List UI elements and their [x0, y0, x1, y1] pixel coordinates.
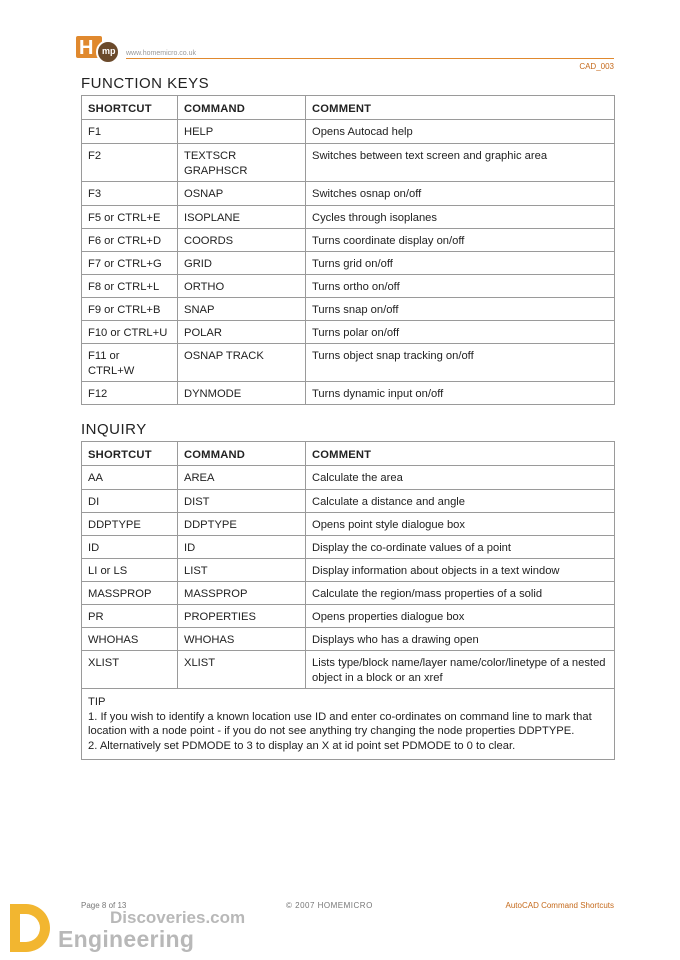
cell-shortcut: F10 or CTRL+U	[82, 321, 178, 344]
footer-copyright: © 2007 HOMEMICRO	[286, 901, 373, 910]
cell-shortcut: F1	[82, 120, 178, 144]
table-row	[82, 206, 615, 229]
cell-command: OSNAP TRACK	[178, 344, 306, 382]
table-row	[82, 144, 615, 182]
table-row	[82, 582, 615, 605]
cell-comment: Turns polar on/off	[306, 321, 615, 344]
column-header-shortcut: SHORTCUT	[82, 442, 178, 466]
header-rule	[126, 58, 614, 59]
footer-doc-title: AutoCAD Command Shortcuts	[505, 901, 614, 910]
table-row	[82, 651, 615, 689]
cell-command: TEXTSCR GRAPHSCR	[178, 144, 306, 182]
cell-comment: Turns snap on/off	[306, 298, 615, 321]
footer-page-number: Page 8 of 13	[81, 901, 127, 910]
table-row	[82, 536, 615, 559]
function-keys-table	[81, 95, 615, 405]
cell-command: ISOPLANE	[178, 206, 306, 229]
cell-comment: Displays who has a drawing open	[306, 628, 615, 651]
column-header-command: COMMAND	[178, 442, 306, 466]
homemicro-logo	[76, 34, 120, 60]
cell-shortcut: F9 or CTRL+B	[82, 298, 178, 321]
cell-comment: Turns dynamic input on/off	[306, 382, 615, 405]
cell-command: PROPERTIES	[178, 605, 306, 628]
cell-command: DIST	[178, 490, 306, 513]
cell-shortcut: F7 or CTRL+G	[82, 252, 178, 275]
tip-line-2: 2. Alternatively set PDMODE to 3 to display an X at id point set PDMODE to 0 to clear.	[88, 739, 516, 752]
cell-shortcut: MASSPROP	[82, 582, 178, 605]
cell-comment: Opens Autocad help	[306, 120, 615, 144]
table-row	[82, 275, 615, 298]
table-header-row	[82, 442, 615, 466]
cell-command: SNAP	[178, 298, 306, 321]
table-row	[82, 605, 615, 628]
cell-comment: Opens point style dialogue box	[306, 513, 615, 536]
cell-command: COORDS	[178, 229, 306, 252]
table-row	[82, 466, 615, 490]
cell-comment: Display the co-ordinate values of a point	[306, 536, 615, 559]
cell-comment: Turns grid on/off	[306, 252, 615, 275]
watermark-d-logo	[10, 904, 54, 952]
table-row	[82, 559, 615, 582]
cell-command: WHOHAS	[178, 628, 306, 651]
cell-comment: Turns coordinate display on/off	[306, 229, 615, 252]
column-header-comment: COMMENT	[306, 442, 615, 466]
tip-line-1: 1. If you wish to identify a known location use ID and enter co-ordinates on command line to mark that location with a node point - if you do not see anything try changing the node properties DDPTYPE.	[88, 710, 592, 737]
table-row	[82, 490, 615, 513]
table-row	[82, 182, 615, 206]
cell-shortcut: F5 or CTRL+E	[82, 206, 178, 229]
cell-comment: Switches osnap on/off	[306, 182, 615, 206]
logo-letter: H	[79, 37, 94, 59]
cell-command: AREA	[178, 466, 306, 490]
cell-comment: Opens properties dialogue box	[306, 605, 615, 628]
cell-command: ID	[178, 536, 306, 559]
cell-command: ORTHO	[178, 275, 306, 298]
engineering-discoveries-watermark	[6, 904, 246, 956]
cell-comment: Calculate the region/mass properties of a solid	[306, 582, 615, 605]
cell-comment: Turns object snap tracking on/off	[306, 344, 615, 382]
cell-shortcut: AA	[82, 466, 178, 490]
table-row	[82, 382, 615, 405]
cell-shortcut: F8 or CTRL+L	[82, 275, 178, 298]
cell-comment: Switches between text screen and graphic area	[306, 144, 615, 182]
cell-shortcut: F12	[82, 382, 178, 405]
tip-row	[82, 689, 615, 760]
cell-command: GRID	[178, 252, 306, 275]
cell-comment: Calculate a distance and angle	[306, 490, 615, 513]
table-row	[82, 298, 615, 321]
watermark-text-engineering: Engineering	[58, 926, 195, 952]
cell-shortcut: ID	[82, 536, 178, 559]
column-header-shortcut: SHORTCUT	[82, 96, 178, 120]
cell-shortcut: DDPTYPE	[82, 513, 178, 536]
cell-shortcut: F2	[82, 144, 178, 182]
cell-command: HELP	[178, 120, 306, 144]
table-row	[82, 344, 615, 382]
column-header-command: COMMAND	[178, 96, 306, 120]
table-row	[82, 252, 615, 275]
logo-circle	[96, 40, 120, 64]
cell-comment: Turns ortho on/off	[306, 275, 615, 298]
table-header-row	[82, 96, 615, 120]
header-url: www.homemicro.co.uk	[126, 50, 197, 57]
cell-command: DYNMODE	[178, 382, 306, 405]
cell-comment: Cycles through isoplanes	[306, 206, 615, 229]
inquiry-title: INQUIRY	[81, 421, 147, 438]
tip-heading: TIP	[88, 696, 106, 708]
cell-comment: Lists type/block name/layer name/color/linetype of a nested object in a block or an xref	[306, 651, 615, 689]
cell-shortcut: PR	[82, 605, 178, 628]
tip-cell	[82, 689, 615, 760]
cell-command: XLIST	[178, 651, 306, 689]
table-row	[82, 513, 615, 536]
table-row	[82, 321, 615, 344]
watermark-text-discoveries: Discoveries.com	[110, 908, 246, 927]
cell-shortcut: LI or LS	[82, 559, 178, 582]
logo-circle-text: mp	[102, 46, 116, 56]
cell-command: LIST	[178, 559, 306, 582]
document-code: CAD_003	[579, 62, 614, 71]
cell-command: MASSPROP	[178, 582, 306, 605]
cell-comment: Display information about objects in a text window	[306, 559, 615, 582]
table-row	[82, 229, 615, 252]
inquiry-table	[81, 441, 615, 760]
function-keys-title: FUNCTION KEYS	[81, 75, 210, 92]
column-header-comment: COMMENT	[306, 96, 615, 120]
cell-shortcut: F11 or CTRL+W	[82, 344, 178, 382]
cell-shortcut: DI	[82, 490, 178, 513]
cell-shortcut: F3	[82, 182, 178, 206]
cell-command: POLAR	[178, 321, 306, 344]
cell-comment: Calculate the area	[306, 466, 615, 490]
table-row	[82, 628, 615, 651]
cell-shortcut: F6 or CTRL+D	[82, 229, 178, 252]
cell-shortcut: XLIST	[82, 651, 178, 689]
cell-command: OSNAP	[178, 182, 306, 206]
cell-shortcut: WHOHAS	[82, 628, 178, 651]
cell-command: DDPTYPE	[178, 513, 306, 536]
table-row	[82, 120, 615, 144]
